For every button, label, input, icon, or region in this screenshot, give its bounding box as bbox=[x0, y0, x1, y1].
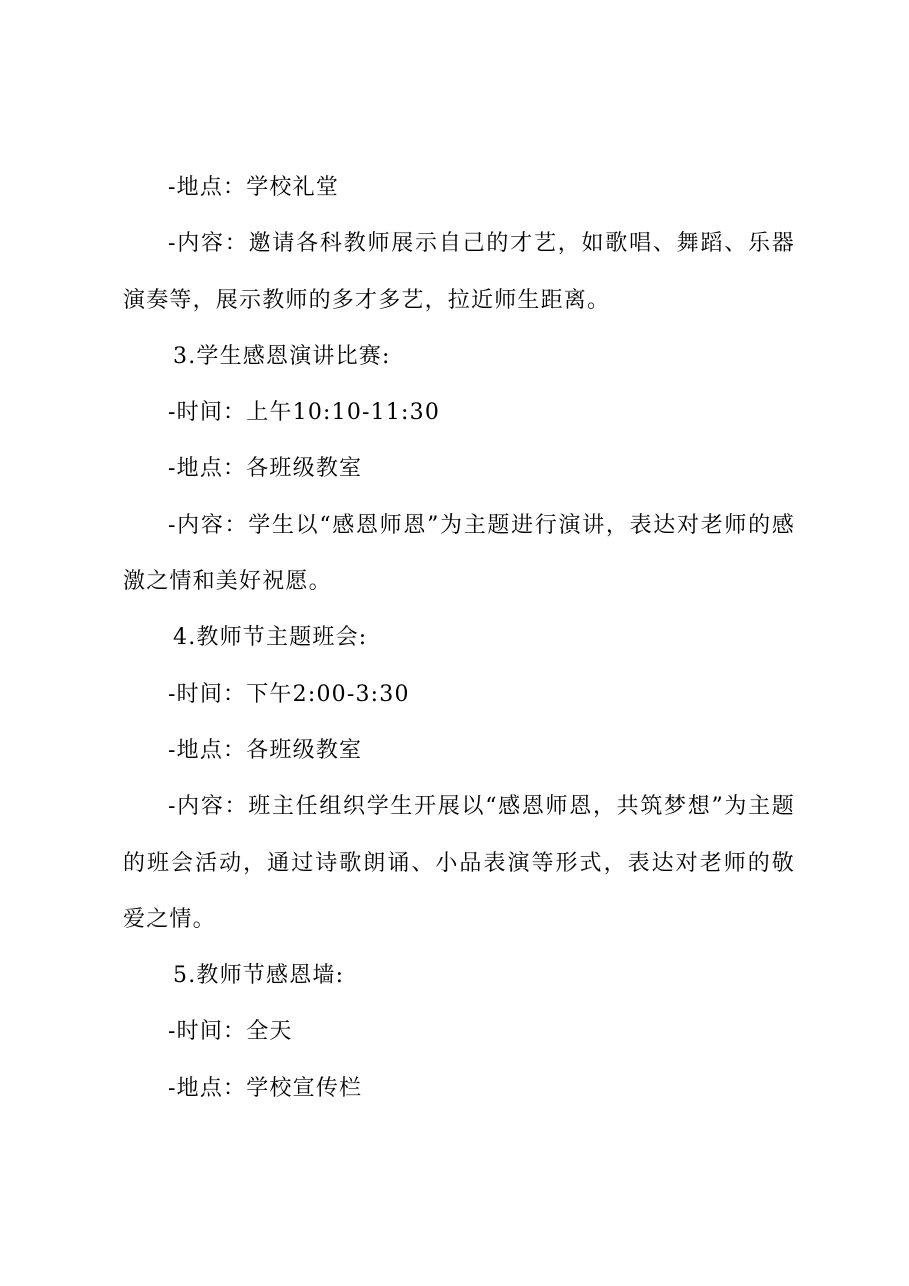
location-line: -地点：学校礼堂 bbox=[168, 175, 340, 200]
location-line: -地点：各班级教室 bbox=[168, 737, 363, 763]
time-line: -时间：全天 bbox=[168, 1019, 293, 1045]
document-body bbox=[123, 160, 795, 1117]
section-heading-5: 5.教师节感恩墙: bbox=[173, 963, 345, 989]
content-line: -内容：班主任组织学生开展以“感恩师恩，共筑梦想”为主题的班会活动，通过诗歌朗诵、小品表演等形式，表达对老师的敬爱之情。 bbox=[123, 794, 795, 932]
content-line: -内容：邀请各科教师展示自己的才艺，如歌唱、舞蹈、乐器演奏等，展示教师的多才多艺，拉近师生距离。 bbox=[123, 231, 795, 313]
section-heading-3: 3.学生感恩演讲比赛: bbox=[173, 343, 391, 369]
section-heading-4: 4.教师节主题班会: bbox=[173, 625, 368, 651]
content-line: -内容：学生以“感恩师恩”为主题进行演讲，表达对老师的感激之情和美好祝愿。 bbox=[123, 512, 795, 595]
location-line: -地点：各班级教室 bbox=[168, 456, 363, 482]
location-line: -地点：学校宣传栏 bbox=[168, 1075, 363, 1101]
time-line: -时间：下午2:00-3:30 bbox=[168, 681, 410, 707]
time-line: -时间：上午10:10-11:30 bbox=[168, 400, 441, 426]
